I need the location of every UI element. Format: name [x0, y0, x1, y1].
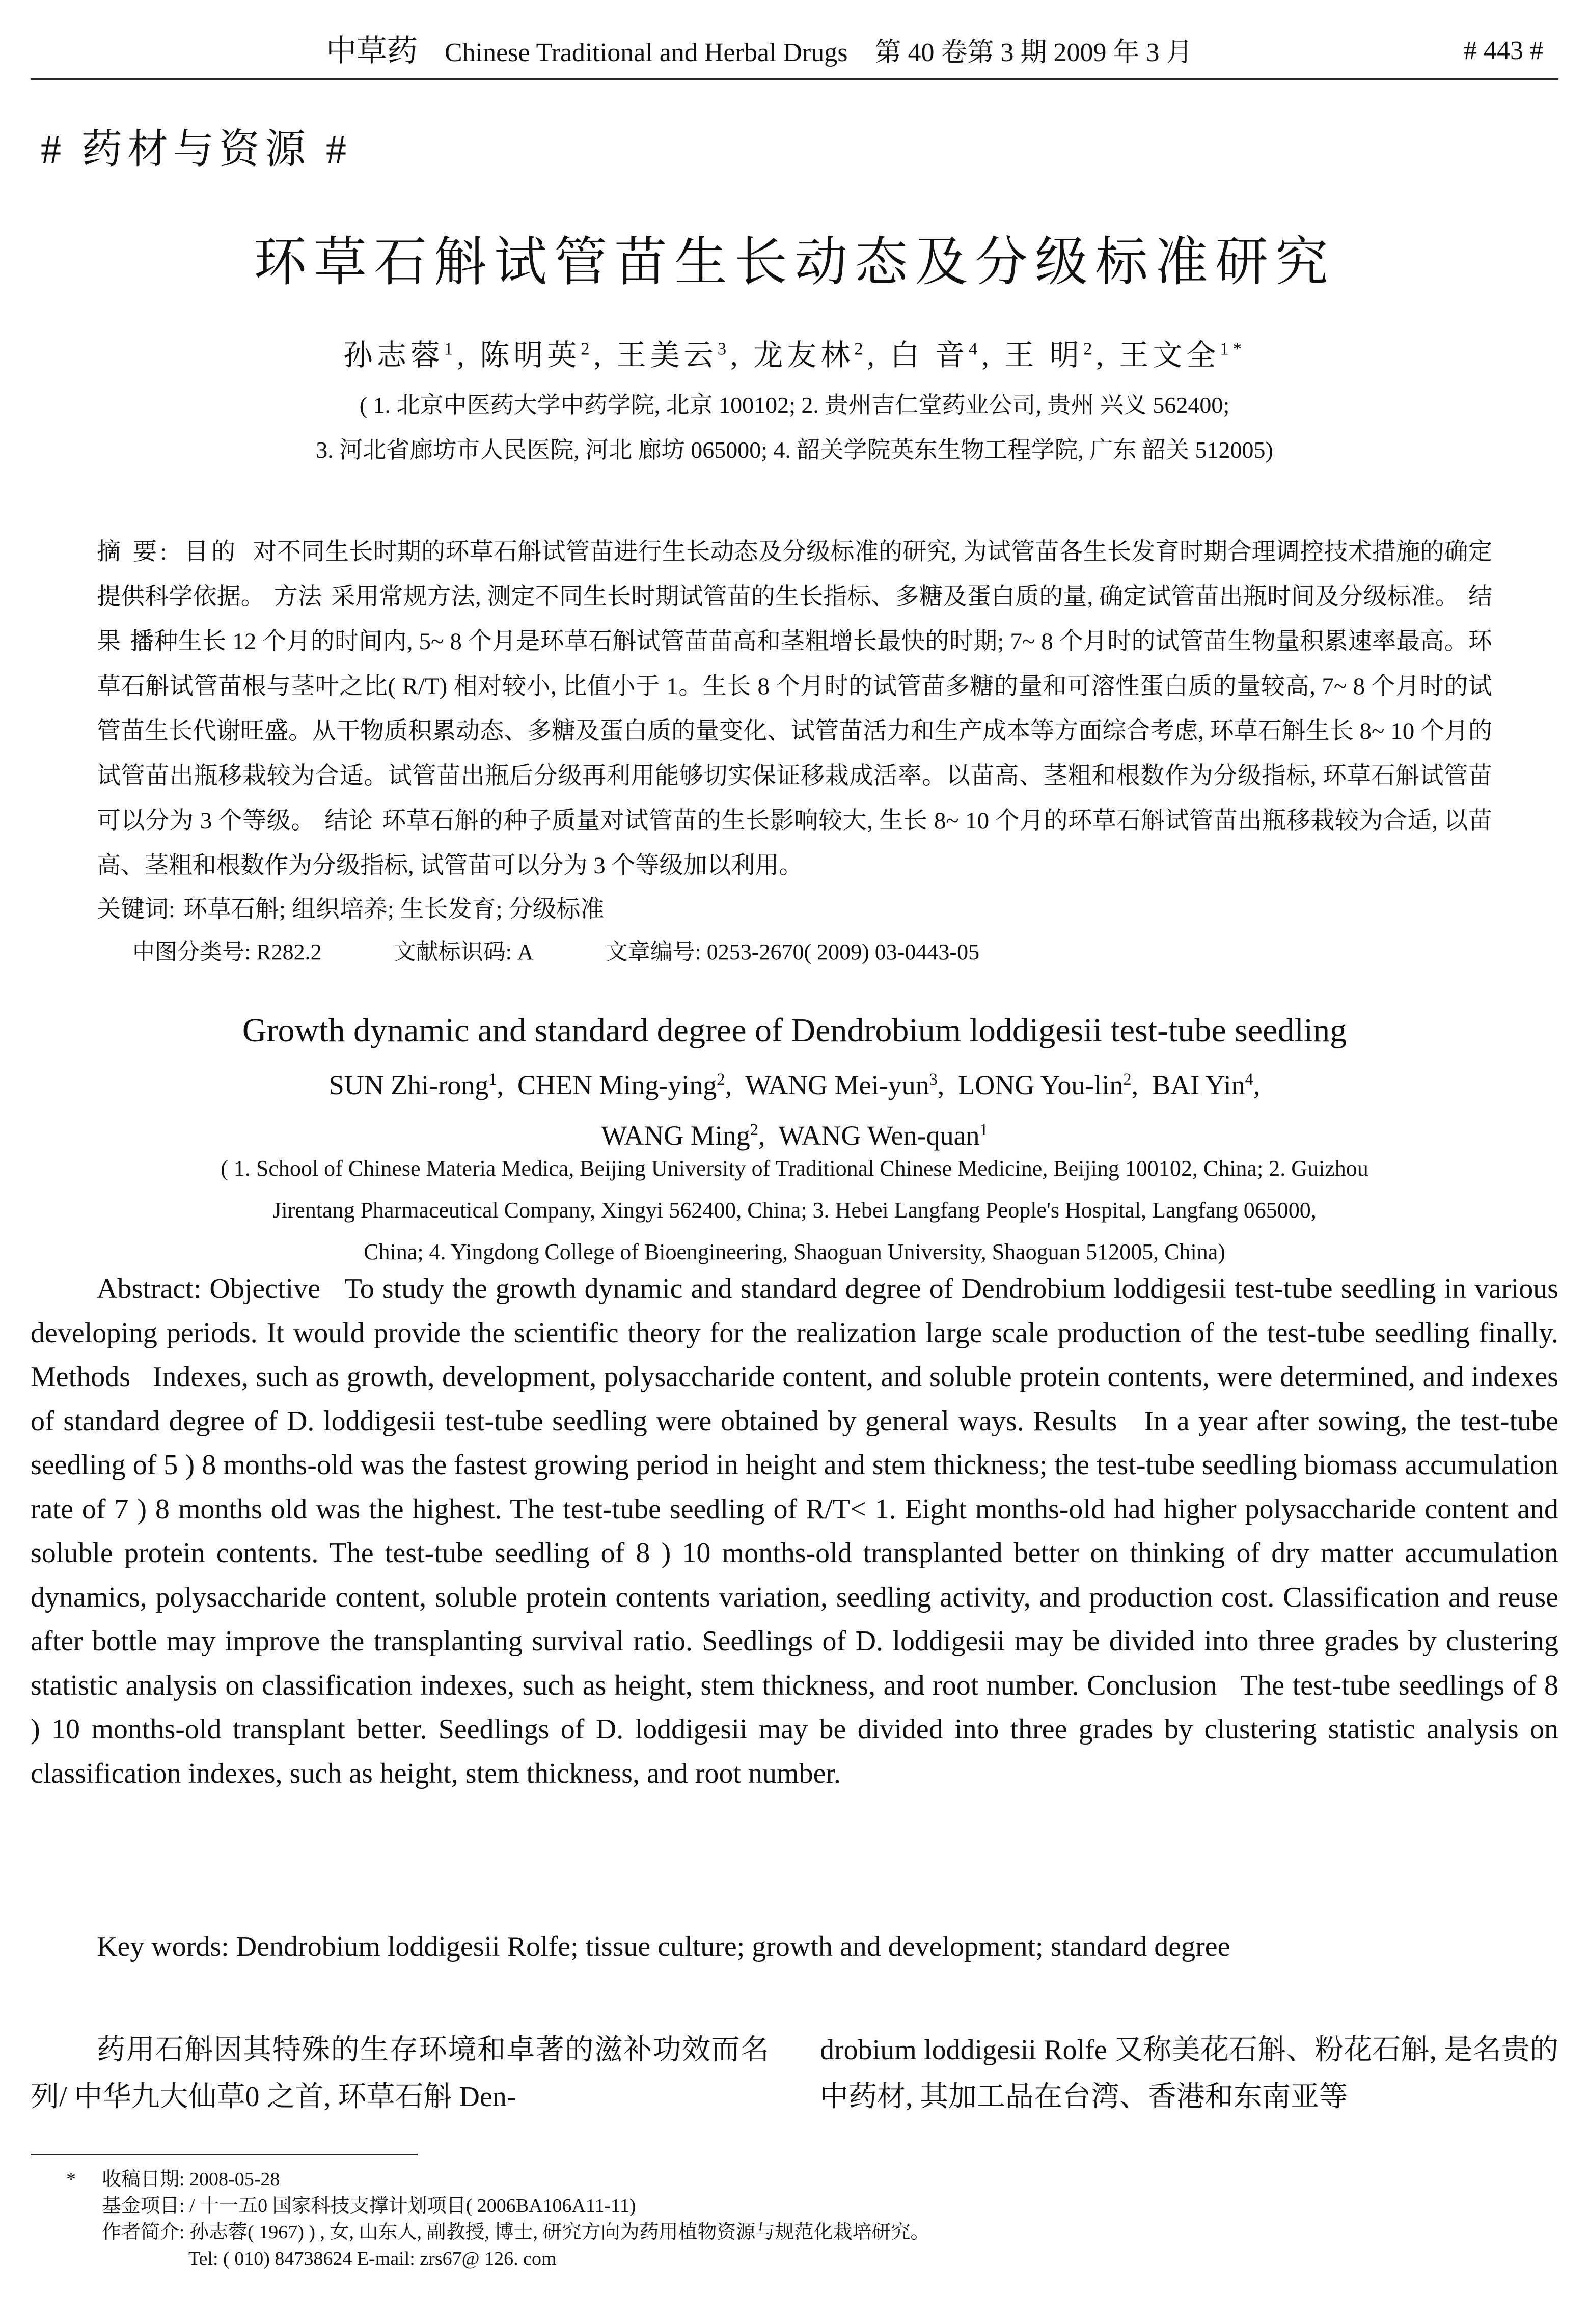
- journal-info: [326, 30, 1192, 74]
- keywords-label-en: Key words:: [97, 1931, 229, 1962]
- keywords-label-cn: 关键词:: [97, 896, 176, 923]
- abstract-label-en: Abstract:: [97, 1273, 202, 1305]
- title-en: Growth dynamic and standard degree of Dendrobium loddigesii test-tube seedling: [242, 1012, 1347, 1049]
- journal-title-en: Chinese Traditional and Herbal Drugs: [445, 38, 848, 67]
- authors-en: [31, 1057, 1558, 1158]
- methods-label-cn: 方法: [273, 584, 322, 610]
- objective-text-cn: 对不同生长时期的环草石斛试管苗进行生长动态及分级标准的研究, 为试管苗各生长发育时期合理调控技术措施的确定提供科学依据。: [97, 539, 1493, 610]
- keywords-en: [97, 1925, 1230, 1969]
- keywords-cn: [97, 889, 605, 930]
- author-en: LONG You-lin$^2$,: [958, 1070, 1153, 1100]
- author-en: BAI Yin$^4$,: [1152, 1070, 1261, 1100]
- footnote-contact: Tel: ( 010) 84738624 E-mail: zrs67@ 126. com: [188, 2248, 557, 2270]
- journal-title-cn: 中草药: [326, 34, 418, 68]
- page-number: # 443 #: [1464, 36, 1543, 65]
- authors-en-line: [31, 1057, 1558, 1108]
- author-en: SUN Zhi-rong$^1$,: [328, 1070, 517, 1100]
- author-en: WANG Mei-yun$^3$,: [745, 1070, 958, 1100]
- methods-label-en: Methods: [31, 1361, 130, 1393]
- running-header: [31, 30, 1558, 72]
- affiliation-line-en: China; 4. Yingdong College of Bioengineering, Shaoguan University, Shaoguan 512005, China): [364, 1239, 1225, 1264]
- keywords-text-en: Dendrobium loddigesii Rolfe; tissue culture; growth and development; standard degree: [236, 1931, 1230, 1962]
- conclusion-label-en: Conclusion: [1087, 1669, 1217, 1701]
- results-label-en: Results: [1033, 1405, 1117, 1437]
- abstract-cn: [97, 530, 1492, 888]
- author-cn: 王文全$^{1*}$: [1119, 339, 1246, 372]
- methods-text-en: Indexes, such as growth, development, polysaccharide content, and soluble protein contents, were determined, and indexes of standard degree of D. loddigesii test-tube seedling were obtained by general ways.: [31, 1361, 1559, 1437]
- affiliation-line-en: ( 1. School of Chinese Materia Medica, Beijing University of Traditional Chinese Medicine, Beijing 100102, China; 2. Guizhou: [221, 1156, 1368, 1181]
- affiliations-cn: [92, 383, 1497, 473]
- section-tag: # 药材与资源 #: [41, 127, 351, 172]
- body-column-left: 药用石斛因其特殊的生存环境和卓著的滋补功效而名列/ 中华九大仙草0 之首, 环草石斛 Den-: [31, 2034, 769, 2113]
- footnotes: [66, 2166, 930, 2272]
- paper-page: [31, 0, 1558, 2324]
- footnote-author: 作者简介: 孙志蓉( 1967) ) , 女, 山东人, 副教授, 博士, 研究方向为药用植物资源与规范化栽培研究。: [102, 2222, 930, 2243]
- footnote-received: * 收稿日期: 2008-05-28: [66, 2169, 280, 2190]
- affiliations-en: [31, 1148, 1558, 1273]
- footnote-fund: 基金项目: / 十一五0 国家科技支撑计划项目( 2006BA106A11-11): [102, 2195, 636, 2217]
- conclusion-text-en: The test-tube seedlings of 8 ) 10 months-old transplant better. Seedlings of D. loddigesii may be divided into three grades by clustering statistic analysis on classification indexes, such as height, stem thickness, and root number.: [31, 1669, 1559, 1789]
- author-cn: 龙友林$^2$,: [753, 339, 879, 372]
- affiliation-line: ( 1. 北京中医药大学中药学院, 北京 100102; 2. 贵州吉仁堂药业公司, 贵州 兴义 562400;: [359, 392, 1230, 418]
- conclusion-label-cn: 结论: [324, 808, 373, 834]
- objective-label-en: Objective: [209, 1273, 321, 1305]
- author-cn: 陈明英$^2$,: [480, 339, 606, 372]
- title-cn: 环草石斛试管苗生长动态及分级标准研究: [253, 233, 1335, 292]
- classification-cn: [132, 932, 1046, 973]
- objective-text-en: To study the growth dynamic and standard degree of Dendrobium loddigesii test-tube seedling in various developing periods. It would provide the scientific theory for the realization large scale production of the test-tube seedling finally.: [31, 1273, 1558, 1349]
- author-cn: 王 明$^2$,: [1004, 339, 1108, 372]
- results-text-en: In a year after sowing, the test-tube seedling of 5 ) 8 months-old was the fastest growing period in height and stem thickness; the test-tube seedling biomass accumulation rate of 7 ) 8 months old was the highest. The test-tube seedling of R/T< 1. Eight months-old had higher polysaccharide content and soluble protein contents. The test-tube seedling of 8 ) 10 months-old transplanted better on thinking of dry matter accumulation dynamics, polysaccharide content, soluble protein contents variation, seedling activity, and production cost. Classification and reuse after bottle may improve the transplanting survival ratio. Seedlings of D. loddigesii may be divided into three grades by clustering statistic analysis on classification indexes, such as height, stem thickness, and root number.: [31, 1405, 1558, 1701]
- objective-label-cn: 目的: [184, 539, 239, 565]
- author-en: WANG Wen-quan$^1$: [778, 1120, 988, 1151]
- header-rule: [31, 78, 1558, 80]
- conclusion-text-cn: 环草石斛的种子质量对试管苗的生长影响较大, 生长 8~ 10 个月的环草石斛试管苗出瓶移栽较为合适, 以苗高、茎粗和根数作为分级指标, 试管苗可以分为 3 个等级加以利用。: [97, 808, 1493, 879]
- body-column-right: drobium loddigesii Rolfe 又称美花石斛、粉花石斛, 是名贵的中药材, 其加工品在台湾、香港和东南亚等: [820, 2034, 1558, 2113]
- author-cn: 白 音$^4$,: [890, 339, 993, 372]
- author-en: WANG Ming$^2$,: [601, 1120, 779, 1151]
- authors-cn: [31, 331, 1558, 374]
- methods-text-cn: 采用常规方法, 测定不同生长时期试管苗的生长指标、多糖及蛋白质的量, 确定试管苗出瓶时间及分级标准。: [331, 584, 1460, 610]
- author-en: CHEN Ming-ying$^2$,: [517, 1070, 746, 1100]
- article-number: 文章编号: 0253-2670( 2009) 03-0443-05: [605, 939, 980, 964]
- document-code: 文献标识码: A: [393, 939, 534, 964]
- keywords-text-cn: 环草石斛; 组织培养; 生长发育; 分级标准: [183, 896, 605, 923]
- author-cn: 孙志蓉$^1$,: [343, 339, 469, 372]
- results-label-cn: 结果: [97, 584, 1493, 655]
- abstract-en: [31, 1267, 1558, 1795]
- footnote-rule: [31, 2154, 418, 2155]
- clc-number: 中图分类号: R282.2: [132, 939, 322, 964]
- author-cn: 王美云$^3$,: [616, 339, 742, 372]
- abstract-label-cn: 摘 要:: [97, 539, 170, 565]
- results-text-cn: 播种生长 12 个月的时间内, 5~ 8 个月是环草石斛试管苗苗高和茎粗增长最快的时期; 7~ 8 个月时的试管苗生物量积累速率最高。环草石斛试管苗根与茎叶之比( R/T) 相对较小, 比值小于 1。生长 8 个月时的试管苗多糖的量和可溶性蛋白质的量较高, 7~ 8 个月时的试管苗生长代谢旺盛。从干物质积累动态、多糖及蛋白质的量变化、试管苗活力和生产成本等方面综合考虑, 环草石斛生长 8~ 10 个月的试管苗出瓶移栽较为合适。试管苗出瓶后分级再利用能够切实保证移栽成活率。以苗高、茎粗和根数作为分级指标, 环草石斛试管苗可以分为 3 个等级。: [97, 628, 1492, 834]
- affiliation-line-en: Jirentang Pharmaceutical Company, Xingyi 562400, China; 3. Hebei Langfang People's Hospital, Langfang 065000,: [272, 1198, 1317, 1223]
- affiliation-line: 3. 河北省廊坊市人民医院, 河北 廊坊 065000; 4. 韶关学院英东生物工程学院, 广东 韶关 512005): [316, 437, 1273, 463]
- issue-info: 第 40 卷第 3 期 2009 年 3 月: [874, 38, 1193, 67]
